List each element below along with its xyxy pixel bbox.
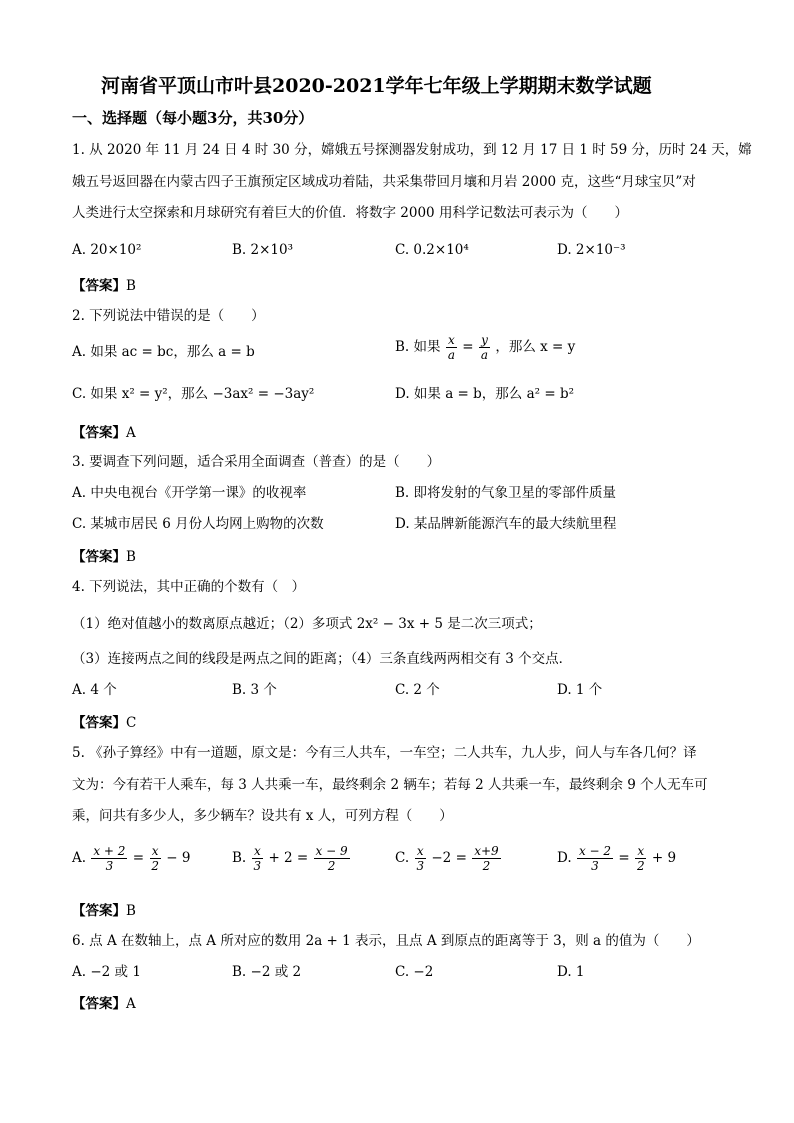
q4-stem: 4. 下列说法，其中正确的个数有（ ）: [72, 579, 306, 595]
q1-option-a: A. 20×10²: [72, 242, 142, 258]
q3-answer: 【答案】B: [72, 549, 136, 565]
q4-option-b: B. 3 个: [232, 682, 277, 698]
q4-option-c: C. 2 个: [395, 682, 440, 698]
q4-option-a: A. 4 个: [72, 682, 117, 698]
q2-option-d: D. 如果 a = b，那么 a² = b²: [395, 386, 575, 402]
q6-option-a: A. −2 或 1: [72, 964, 141, 980]
q5-option-d: D. $\frac{x - 2}{3}$ = $\frac{x}{2}$ + 9: [557, 844, 677, 873]
q4-statements-line1: （1）绝对值越小的数离原点越近；（2）多项式 2x² − 3x + 5 是二次三项式；: [72, 616, 542, 632]
q2-fraction-y-over-a: $\frac{y}{a}$: [480, 333, 489, 362]
q5-answer: 【答案】B: [72, 903, 136, 919]
q1-stem-line3: 人类进行太空探索和月球研究有着巨大的价值．将数字 2000 用科学记数法可表示为（ ）: [72, 205, 628, 221]
q6-option-d: D. 1: [557, 964, 585, 980]
q4-statements-line2: （3）连接两点之间的线段是两点之间的距离；（4）三条直线两两相交有 3 个交点．: [72, 651, 573, 667]
q1-option-b: B. 2×10³: [232, 242, 293, 258]
q4-option-d: D. 1 个: [557, 682, 603, 698]
q2-option-b: B. 如果 $\frac{x}{a}$ = $\frac{y}{a}$ ，那么 x = y: [395, 333, 576, 362]
q6-answer: 【答案】A: [72, 996, 136, 1012]
q5-stem-line1: 5. 《孙子算经》中有一道题，原文是：今有三人共车，一车空；二人共车，九人步，问人与车各几何？译: [72, 745, 697, 761]
q5-stem-line2: 文为：今有若干人乘车，每 3 人共乘一车，最终剩余 2 辆车；若每 2 人共乘一车，最终剩余 9 个人无车可: [72, 777, 708, 793]
q2-option-a: A. 如果 ac = bc，那么 a = b: [72, 344, 255, 360]
q1-answer: 【答案】B: [72, 278, 136, 294]
q3-option-c: C. 某城市居民 6 月份人均网上购物的次数: [72, 516, 324, 532]
q5-option-c: C. $\frac{x}{3}$ −2 = $\frac{x+9}{2}$: [395, 844, 499, 873]
q1-option-d: D. 2×10⁻³: [557, 242, 626, 258]
q6-option-c: C. −2: [395, 964, 434, 980]
q1-option-c: C. 0.2×10⁴: [395, 242, 469, 258]
q3-option-d: D. 某品牌新能源汽车的最大续航里程: [395, 516, 617, 532]
q1-stem-line1: 1. 从 2020 年 11 月 24 日 4 时 30 分，嫦娥五号探测器发射成功，到 12 月 17 日 1 时 59 分，历时 24 天，嫦: [72, 142, 752, 158]
q5-stem-line3: 乘，问共有多少人，多少辆车？设共有 x 人，可列方程（ ）: [72, 808, 453, 824]
page-title: 河南省平顶山市叶县2020-2021学年七年级上学期期末数学试题: [101, 75, 652, 97]
q6-option-b: B. −2 或 2: [232, 964, 302, 980]
q2-stem: 2. 下列说法中错误的是（ ）: [72, 308, 265, 324]
q3-option-b: B. 即将发射的气象卫星的零部件质量: [395, 485, 617, 501]
q2-fraction-x-over-a: $\frac{x}{a}$: [447, 333, 455, 362]
section-heading: 一、选择题（每小题3分，共30分）: [72, 109, 314, 127]
q4-answer: 【答案】C: [72, 715, 137, 731]
q6-stem: 6. 点 A 在数轴上，点 A 所对应的数用 2a + 1 表示，且点 A 到原点的距离等于 3，则 a 的值为（ ）: [72, 933, 700, 949]
q3-stem: 3. 要调查下列问题，适合采用全面调查（普查）的是（ ）: [72, 454, 441, 470]
q5-option-b: B. $\frac{x}{3}$ + 2 = $\frac{x - 9}{2}$: [232, 844, 348, 873]
q3-option-a: A. 中央电视台《开学第一课》的收视率: [72, 485, 307, 501]
q2-option-c: C. 如果 x² = y²，那么 −3ax² = −3ay²: [72, 386, 315, 402]
q1-stem-line2: 娥五号返回器在内蒙古四子王旗预定区域成功着陆，共采集带回月壤和月岩 2000 克，这些“月球宝贝”对: [72, 174, 696, 190]
q5-option-a: A. $\frac{x + 2}{3}$ = $\frac{x}{2}$ − 9: [72, 844, 191, 873]
q2-answer: 【答案】A: [72, 425, 136, 441]
